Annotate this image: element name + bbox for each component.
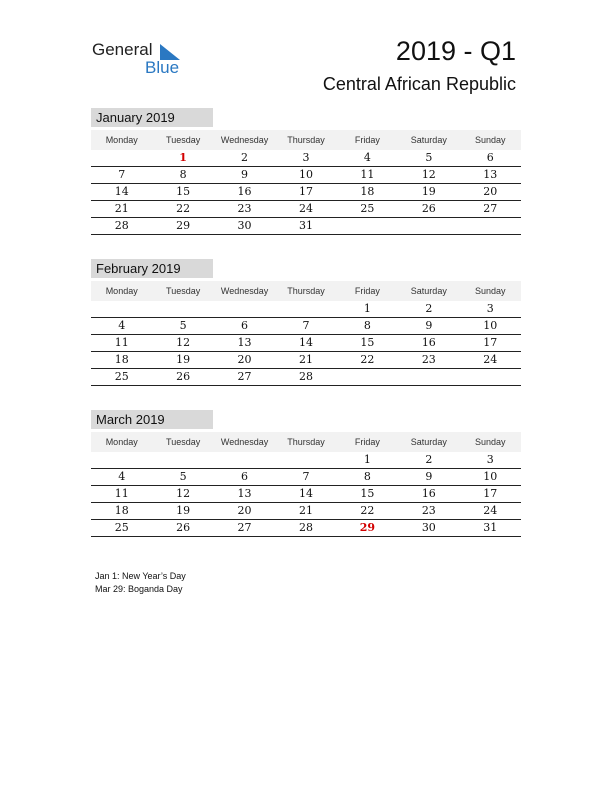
- day-cell: 9: [425, 470, 433, 483]
- month-january: [91, 108, 521, 235]
- weekday-label: Tuesday: [166, 286, 201, 296]
- day-cell: 3: [302, 151, 310, 164]
- weekday-label: Thursday: [287, 286, 325, 296]
- weekday-header: [91, 281, 521, 301]
- day-cell: 3: [486, 453, 494, 466]
- logo-text-general: General: [92, 40, 153, 59]
- day-cell: 4: [363, 151, 371, 164]
- page-title: 2019 - Q1: [395, 36, 516, 66]
- day-cell: 13: [237, 336, 252, 349]
- logo-text-blue: Blue: [145, 58, 180, 77]
- generalblue-logo: [92, 40, 202, 80]
- day-cell: 25: [360, 202, 375, 215]
- day-cell: 14: [114, 185, 129, 198]
- day-cell: 26: [421, 202, 436, 215]
- day-cell: 18: [360, 185, 375, 198]
- weekday-label: Sunday: [474, 135, 506, 145]
- day-cell: 1: [363, 453, 371, 466]
- weekday-header: [91, 432, 521, 452]
- day-cell: 7: [302, 319, 310, 332]
- day-cell: 20: [483, 185, 498, 198]
- weekday-label: Friday: [354, 437, 380, 447]
- weekday-label: Wednesday: [220, 286, 269, 296]
- day-cell: 14: [298, 487, 313, 500]
- day-cell: 4: [118, 470, 126, 483]
- week-row: [91, 486, 521, 503]
- day-cell: 28: [298, 521, 313, 534]
- weekday-label: Sunday: [474, 437, 506, 447]
- country-name: Central African Republic: [322, 74, 516, 94]
- day-cell: 23: [237, 202, 252, 215]
- day-cell: 8: [179, 168, 187, 181]
- weekday-label: Monday: [105, 135, 138, 145]
- day-cell: 10: [483, 319, 498, 332]
- day-cell: 21: [298, 353, 313, 366]
- week-row: [91, 201, 521, 218]
- month-february: [91, 259, 521, 386]
- day-cell: 8: [363, 319, 371, 332]
- day-cell: 30: [421, 521, 436, 534]
- day-cell: 17: [483, 336, 498, 349]
- day-cell: 24: [483, 504, 498, 517]
- month-label: January 2019: [91, 108, 213, 127]
- day-cell: 2: [425, 302, 433, 315]
- day-cell: 2: [241, 151, 249, 164]
- week-row: [91, 335, 521, 352]
- day-cell: 25: [114, 370, 129, 383]
- day-cell: 16: [421, 487, 436, 500]
- day-cell: 9: [241, 168, 249, 181]
- week-row: [91, 167, 521, 184]
- week-row: [91, 352, 521, 369]
- day-cell: 19: [421, 185, 436, 198]
- weekday-label: Tuesday: [166, 437, 201, 447]
- day-cell: [398, 218, 459, 234]
- day-cell: [214, 452, 275, 468]
- month-label: March 2019: [91, 410, 213, 429]
- week-row: [91, 301, 521, 318]
- day-cell: 22: [360, 353, 375, 366]
- weekday-label: Wednesday: [220, 135, 269, 145]
- day-cell: 6: [486, 151, 494, 164]
- day-cell: 11: [360, 168, 375, 181]
- holiday-note: Jan 1: New Year’s Day: [95, 571, 186, 581]
- day-cell: 9: [425, 319, 433, 332]
- week-row: [91, 150, 521, 167]
- day-cell: 10: [298, 168, 313, 181]
- day-cell: 29: [176, 219, 191, 232]
- holiday-note: Mar 29: Boganda Day: [95, 584, 183, 594]
- day-cell: 19: [176, 504, 191, 517]
- day-cell: 21: [114, 202, 129, 215]
- week-row: [91, 452, 521, 469]
- day-cell: 11: [114, 487, 129, 500]
- day-cell: 18: [114, 353, 129, 366]
- weekday-label: Saturday: [410, 437, 447, 447]
- day-cell: 1: [363, 302, 371, 315]
- weekday-label: Thursday: [287, 437, 325, 447]
- day-cell: 5: [179, 319, 187, 332]
- day-cell: 10: [483, 470, 498, 483]
- day-cell: 20: [237, 504, 252, 517]
- day-cell: 4: [118, 319, 126, 332]
- holiday-notes: [95, 570, 186, 596]
- day-cell: 15: [360, 336, 375, 349]
- day-cell: 12: [421, 168, 436, 181]
- day-cell: 29: [359, 521, 376, 534]
- day-cell: 23: [421, 353, 436, 366]
- day-cell: 1: [179, 151, 187, 164]
- week-row: [91, 318, 521, 335]
- day-cell: 27: [237, 370, 252, 383]
- weekday-label: Monday: [105, 437, 138, 447]
- weekday-label: Tuesday: [166, 135, 201, 145]
- weekday-label: Friday: [354, 286, 380, 296]
- day-cell: 24: [298, 202, 313, 215]
- day-cell: 12: [176, 336, 191, 349]
- week-row: [91, 218, 521, 235]
- day-cell: 16: [421, 336, 436, 349]
- week-row: [91, 503, 521, 520]
- month-label: February 2019: [91, 259, 213, 278]
- day-cell: [275, 452, 336, 468]
- day-cell: [214, 301, 275, 317]
- weekday-label: Monday: [105, 286, 138, 296]
- weekday-label: Wednesday: [220, 437, 269, 447]
- day-cell: 5: [425, 151, 433, 164]
- day-cell: 17: [298, 185, 313, 198]
- day-cell: [91, 301, 152, 317]
- day-cell: 22: [360, 504, 375, 517]
- day-cell: 3: [486, 302, 494, 315]
- day-cell: 13: [483, 168, 498, 181]
- weekday-header: [91, 130, 521, 150]
- day-cell: [152, 301, 213, 317]
- day-cell: 15: [360, 487, 375, 500]
- day-cell: [91, 452, 152, 468]
- day-cell: 28: [114, 219, 129, 232]
- day-cell: [398, 369, 459, 385]
- day-cell: [460, 369, 521, 385]
- day-cell: 14: [298, 336, 313, 349]
- weekday-label: Thursday: [287, 135, 325, 145]
- day-cell: 27: [237, 521, 252, 534]
- weekday-label: Sunday: [474, 286, 506, 296]
- day-cell: [337, 369, 398, 385]
- day-cell: 11: [114, 336, 129, 349]
- day-cell: 7: [118, 168, 126, 181]
- day-cell: 17: [483, 487, 498, 500]
- week-row: [91, 184, 521, 201]
- day-cell: 7: [302, 470, 310, 483]
- day-cell: 5: [179, 470, 187, 483]
- day-cell: 22: [176, 202, 191, 215]
- week-row: [91, 369, 521, 386]
- day-cell: 23: [421, 504, 436, 517]
- day-cell: 25: [114, 521, 129, 534]
- day-cell: [91, 150, 152, 166]
- week-row: [91, 469, 521, 486]
- day-cell: 27: [483, 202, 498, 215]
- day-cell: 16: [237, 185, 252, 198]
- day-cell: 24: [483, 353, 498, 366]
- month-march: [91, 410, 521, 537]
- day-cell: 12: [176, 487, 191, 500]
- day-cell: 13: [237, 487, 252, 500]
- day-cell: 31: [483, 521, 498, 534]
- day-cell: 26: [176, 370, 191, 383]
- day-cell: [337, 218, 398, 234]
- day-cell: 18: [114, 504, 129, 517]
- weekday-label: Friday: [354, 135, 380, 145]
- day-cell: [275, 301, 336, 317]
- day-cell: 2: [425, 453, 433, 466]
- day-cell: 30: [237, 219, 252, 232]
- day-cell: [460, 218, 521, 234]
- day-cell: 19: [176, 353, 191, 366]
- day-cell: 28: [298, 370, 313, 383]
- day-cell: 6: [241, 470, 249, 483]
- day-cell: 6: [241, 319, 249, 332]
- week-row: [91, 520, 521, 537]
- weekday-label: Saturday: [410, 286, 447, 296]
- weekday-label: Saturday: [410, 135, 447, 145]
- day-cell: 26: [176, 521, 191, 534]
- day-cell: 31: [298, 219, 313, 232]
- day-cell: 20: [237, 353, 252, 366]
- day-cell: [152, 452, 213, 468]
- day-cell: 8: [363, 470, 371, 483]
- day-cell: 21: [298, 504, 313, 517]
- day-cell: 15: [176, 185, 191, 198]
